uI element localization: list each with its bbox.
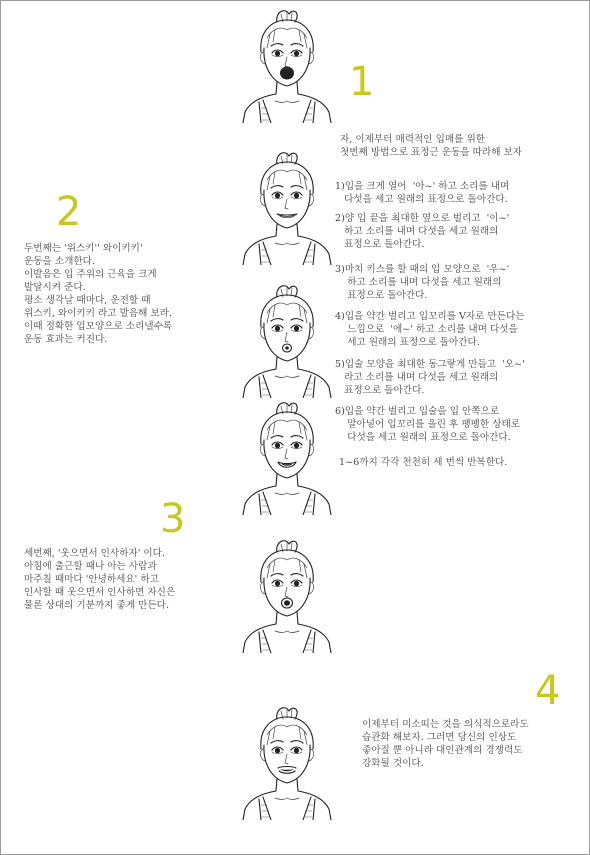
section1-intro: 자, 이제부터 매력적인 입매를 위한 첫번째 방법으로 표정근 운동을 따라해 보자 xyxy=(340,134,523,158)
section2-text: 두번째는 '위스키'' 와이키키' 운동을 소개한다. 이발음은 입 주위의 근육을 크게 발달시켜 준다. 평소 생각날 때마다, 운전할 때 위스키, 와이키키 라고 발음해 보라. 이때 정확한 입모양으로 소리낼수록 운동 효과는 커진다. xyxy=(24,243,173,345)
section-number-1: 1 xyxy=(349,59,375,105)
section4-text: 이제부터 미소띠는 것을 의식적으로라도 습관화 해보자. 그러면 당신의 인상도 좋아질 뿐 아니라 대인관계의 경쟁력도 강화될 것이다. xyxy=(362,719,529,769)
face-illustration-2 xyxy=(237,150,337,265)
face-illustration-1 xyxy=(237,8,337,123)
section3-text: 세번째, '웃으면서 인사하자' 이다. 아침에 출근할 때나 아는 사람과 마주칠 때마다 '안녕하세요' 하고 인사할 때 웃으면서 인사하면 자신은 물론 상대의 기분까지 좋게 만든다. xyxy=(24,548,176,611)
section1-step-1: 1)입을 크게 열어 '아~' 하고 소리를 내며 다섯을 세고 원래의 표정으로 돌아간다. xyxy=(335,181,510,205)
face-illustration-5 xyxy=(237,538,337,653)
section1-step-2: 2)양 입 끝을 최대한 옆으로 벌리고 '이~' 하고 소리를 내며 다섯을 세고 원래의 표정으로 돌아간다. xyxy=(335,213,510,250)
section1-step-5: 5)입술 모양을 최대한 동그랗게 만들고 '오~' 라고 소리를 내며 다섯을 세고 원래의 표정으로 돌아간다. xyxy=(335,359,525,396)
face-illustration-3 xyxy=(237,283,337,398)
section-number-3: 3 xyxy=(160,496,186,542)
section1-step-3: 3)마치 키스를 할 때의 입 모양으로 '우~' 하고 소리를 내며 다섯을 세고 원래의 표정으로 돌아간다. xyxy=(335,264,510,301)
section-number-2: 2 xyxy=(56,189,82,235)
face-illustration-4 xyxy=(237,400,337,515)
section-number-4: 4 xyxy=(535,668,561,714)
section1-repeat: 1~6까지 각각 천천히 세 번씩 반복한다. xyxy=(339,457,508,468)
section1-step-4: 4)입을 약간 벌리고 입꼬리를 V자로 만든다는 느낌으로 '에~' 하고 소리를 내며 다섯을 세고 원래의 표정으로 돌아간다. xyxy=(335,311,525,348)
face-illustration-6 xyxy=(237,705,337,820)
section1-step-6: 6)입을 약간 벌리고 입술을 입 안쪽으로 말아넣어 입꼬리를 올린 후 팽팽한 상태로 다섯을 세고 원래의 표정으로 돌아간다. xyxy=(335,406,520,443)
